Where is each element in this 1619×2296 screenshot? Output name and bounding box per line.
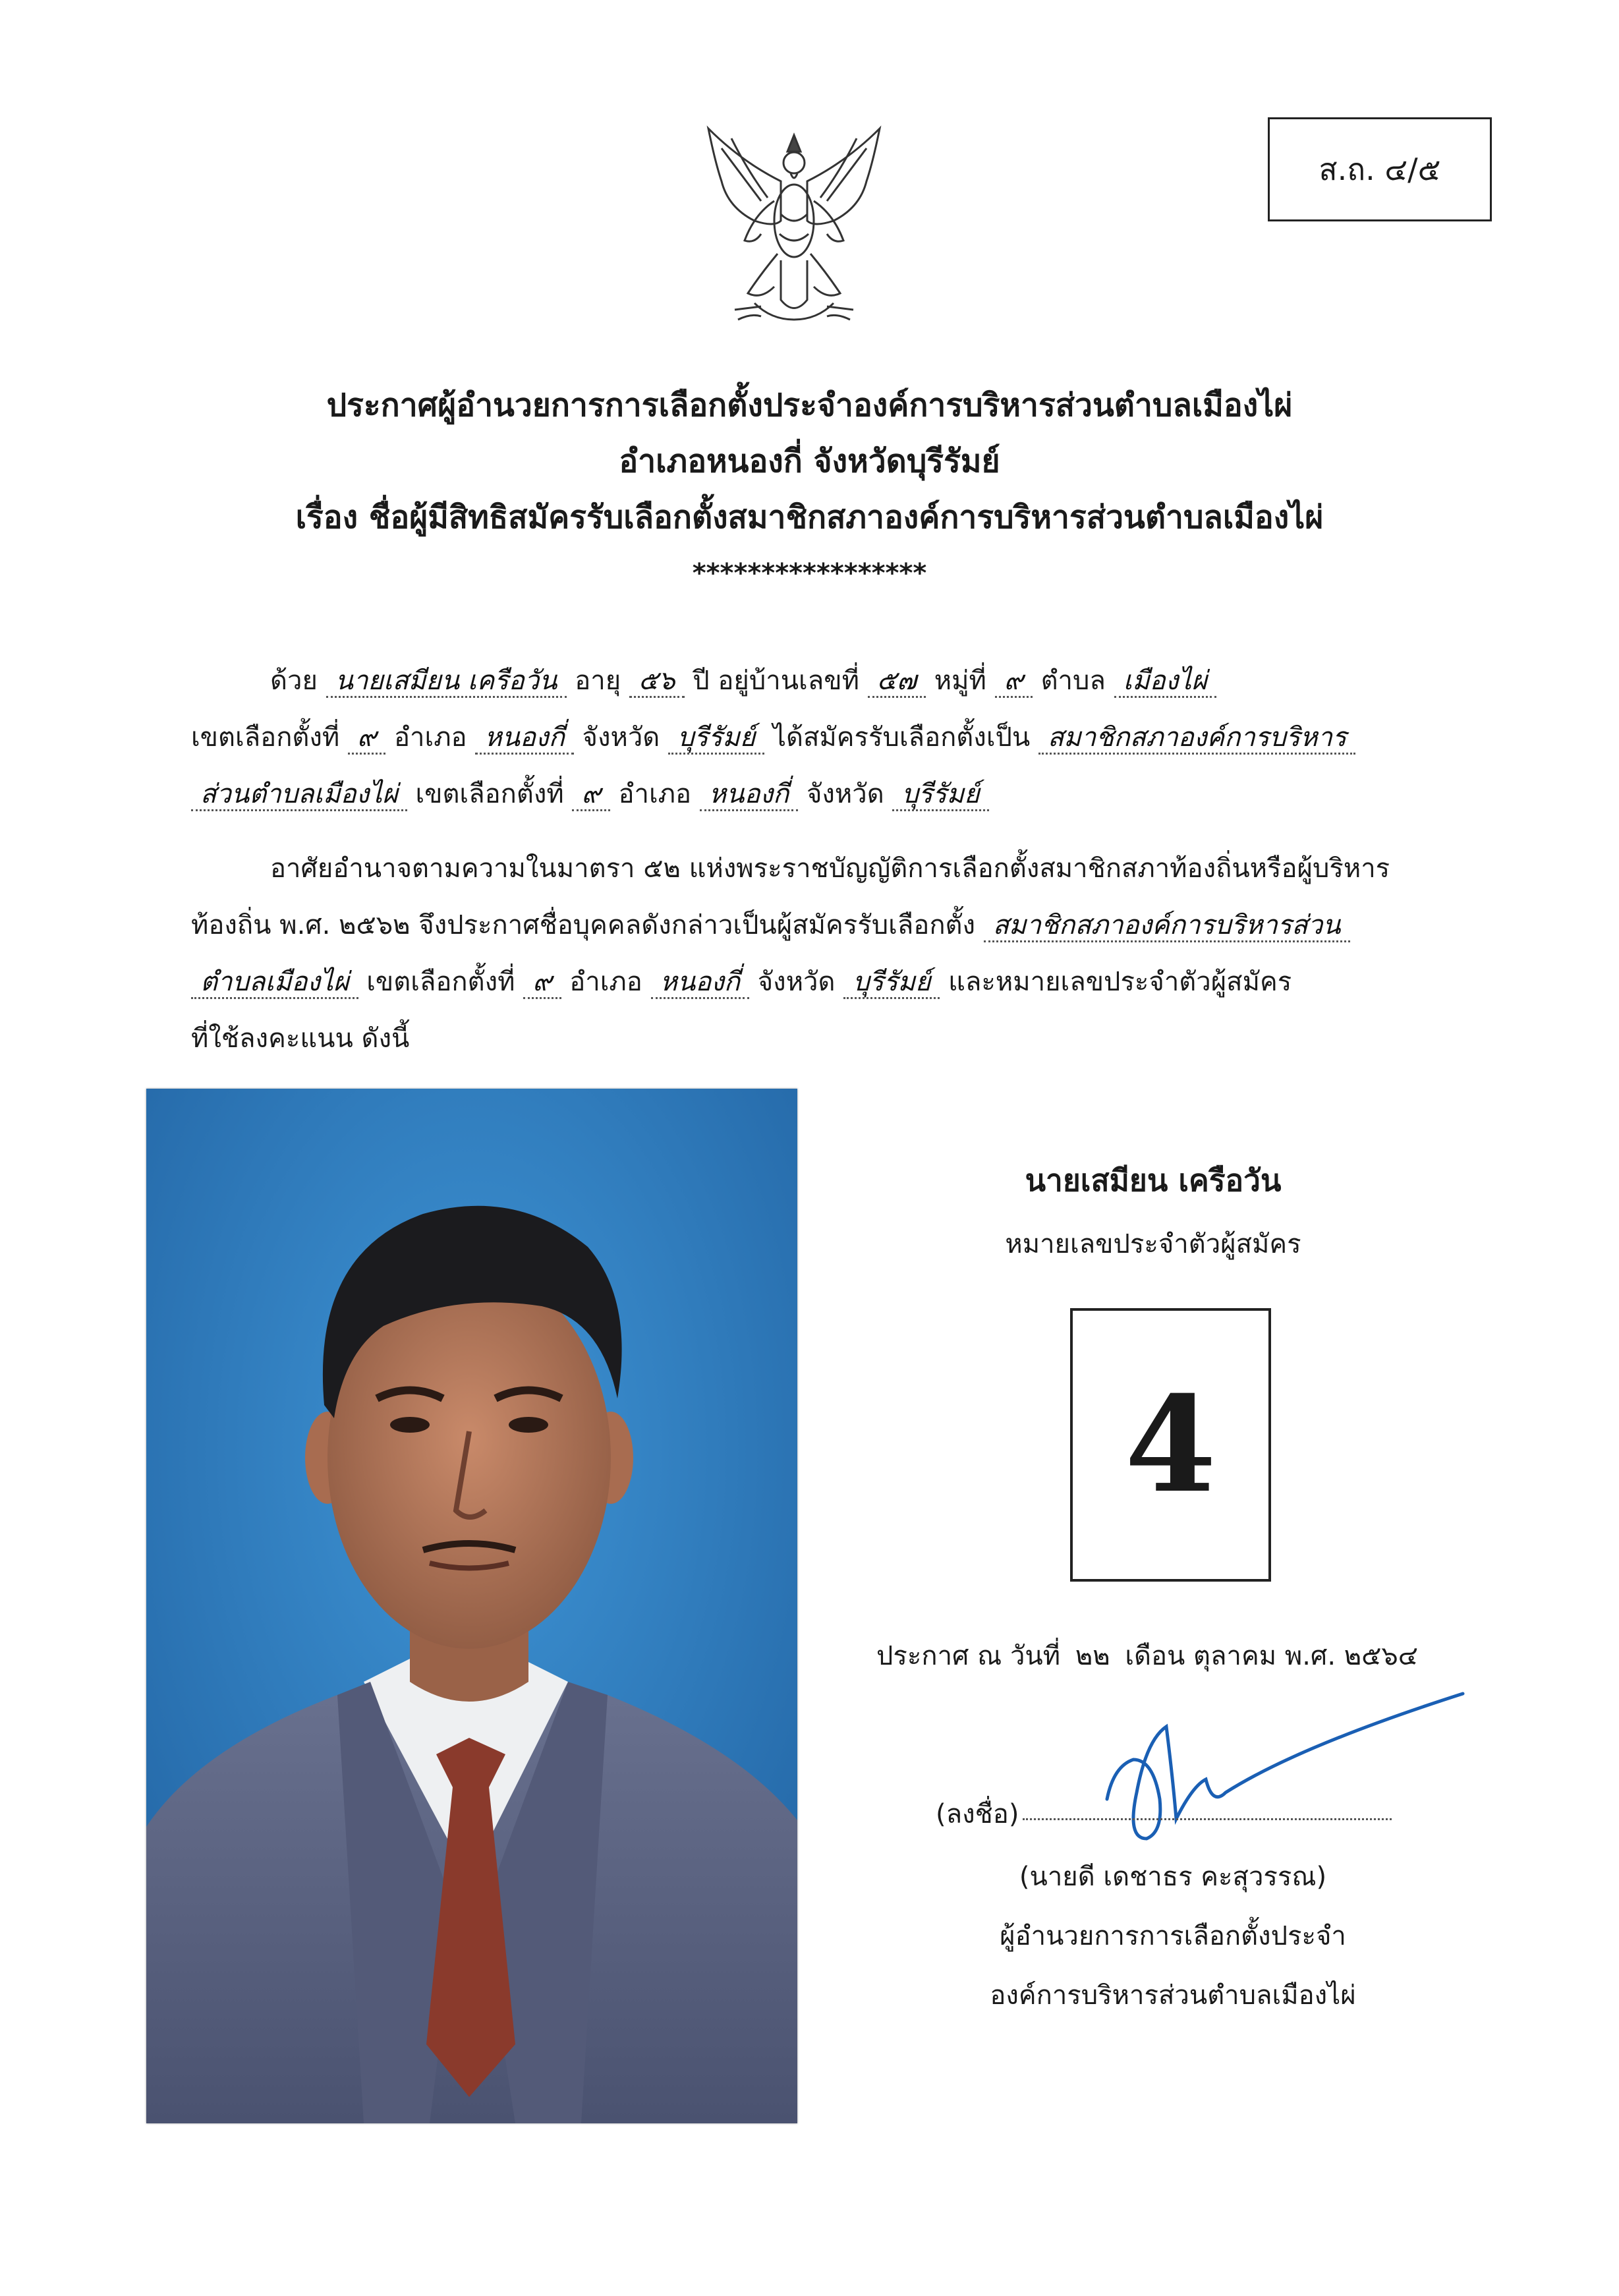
house-number-field: ๕๗: [868, 666, 926, 698]
paragraph-1-line-1: [191, 652, 1463, 709]
text: อำเภอ: [569, 967, 642, 997]
sign-label: (ลงชื่อ): [936, 1799, 1019, 1829]
garuda-emblem-icon: [682, 122, 906, 333]
date-day: ๒๒: [1075, 1641, 1110, 1671]
tambon-field: เมืองไผ่: [1114, 666, 1216, 698]
position-field-cont: ส่วนตำบลเมืองไผ่: [191, 779, 407, 811]
text: หมู่ที่: [934, 666, 986, 696]
text: อำเภอ: [394, 722, 467, 753]
province-field: บุรีรัมย์: [668, 722, 764, 755]
candidate-portrait-photo: [146, 1089, 797, 2123]
signature-line: [936, 1793, 1463, 1835]
paragraph-1-line-2: [191, 709, 1463, 766]
candidate-number: 4: [1124, 1367, 1217, 1522]
position-field: สมาชิกสภาองค์การบริหาร: [1038, 722, 1356, 755]
province-field: บุรีรัมย์: [843, 967, 940, 999]
paragraph-2-line-4: ที่ใช้ลงคะแนน ดังนี้: [191, 1023, 410, 1054]
text: อำเภอ: [618, 779, 692, 809]
text: ด้วย: [270, 666, 318, 696]
text: ได้สมัครรับเลือกตั้งเป็น: [772, 722, 1031, 753]
signature-dotted-line: [1023, 1818, 1392, 1820]
text: พ.ศ.: [1284, 1641, 1336, 1671]
form-code-box: [1268, 117, 1492, 221]
signer-name: (นายดี เดชาธร คะสุวรรณ): [1019, 1862, 1327, 1892]
paragraph-2: [191, 840, 1463, 1067]
text: จังหวัด: [806, 779, 884, 809]
paragraph-1: [191, 652, 1463, 822]
title-line-2: อำเภอหนองกี่ จังหวัดบุรีรัมย์: [619, 443, 1000, 480]
paragraph-2-line-2: [191, 897, 1463, 954]
text: เขตเลือกตั้งที่: [415, 779, 564, 809]
text: เขตเลือกตั้งที่: [191, 722, 340, 753]
signer-title-1: ผู้อำนวยการการเลือกตั้งประจำ: [1000, 1921, 1346, 1951]
text: จังหวัด: [757, 967, 836, 997]
signer-title-2: องค์การบริหารส่วนตำบลเมืองไผ่: [990, 1980, 1356, 2011]
district-number-field: ๙: [348, 722, 385, 755]
candidate-number-box: [1070, 1308, 1271, 1582]
text: จังหวัด: [582, 722, 660, 753]
amphoe-field: หนองกี่: [700, 779, 798, 811]
title-line-3: เรื่อง ชื่อผู้มีสิทธิสมัครรับเลือกตั้งสมาชิกสภาองค์การบริหารส่วนตำบลเมืองไผ่: [295, 499, 1324, 536]
amphoe-field: หนองกี่: [475, 722, 573, 755]
text: ตำบล: [1040, 666, 1106, 696]
text: ท้องถิ่น พ.ศ. ๒๕๖๒ จึงประกาศชื่อบุคคลดังกล่าวเป็นผู้สมัครรับเลือกตั้ง: [191, 910, 976, 940]
title-line-1: ประกาศผู้อำนวยการการเลือกตั้งประจำองค์การบริหารส่วนตำบลเมืองไผ่: [326, 387, 1293, 424]
announcement-date: [876, 1634, 1502, 1677]
text: เขตเลือกตั้งที่: [366, 967, 515, 997]
date-year: ๒๕๖๔: [1344, 1641, 1419, 1671]
text: ปี อยู่บ้านเลขที่: [693, 666, 859, 696]
age-field: ๕๖: [629, 666, 685, 698]
moo-field: ๙: [995, 666, 1033, 698]
date-month: ตุลาคม: [1193, 1641, 1277, 1671]
text: ประกาศ ณ วันที่: [876, 1641, 1061, 1671]
text: และหมายเลขประจำตัวผู้สมัคร: [948, 967, 1292, 997]
district-number-field: ๙: [523, 967, 561, 999]
candidate-photo: [146, 1089, 797, 2123]
province-field: บุรีรัมย์: [892, 779, 988, 811]
paragraph-1-line-3: [191, 766, 1463, 822]
candidate-name: นายเสมียน เครือวัน: [1025, 1162, 1282, 1198]
paragraph-2-line-3: [191, 954, 1463, 1010]
candidate-number-label: หมายเลขประจำตัวผู้สมัคร: [1005, 1229, 1301, 1259]
paragraph-2-line-1: อาศัยอำนาจตามความในมาตรา ๕๒ แห่งพระราชบัญญัติการเลือกตั้งสมาชิกสภาท้องถิ่นหรือผู้บริหาร: [270, 853, 1390, 884]
text: เดือน: [1125, 1641, 1185, 1671]
candidate-name-field: นายเสมียน เครือวัน: [326, 666, 567, 698]
title-stars: *****************: [692, 558, 927, 588]
text: อายุ: [575, 666, 621, 696]
position-field-cont: ตำบลเมืองไผ่: [191, 967, 358, 999]
district-number-field: ๙: [572, 779, 610, 811]
form-code: ส.ถ. ๔/๕: [1319, 151, 1441, 187]
position-field: สมาชิกสภาองค์การบริหารส่วน: [984, 910, 1350, 942]
amphoe-field: หนองกี่: [651, 967, 749, 999]
